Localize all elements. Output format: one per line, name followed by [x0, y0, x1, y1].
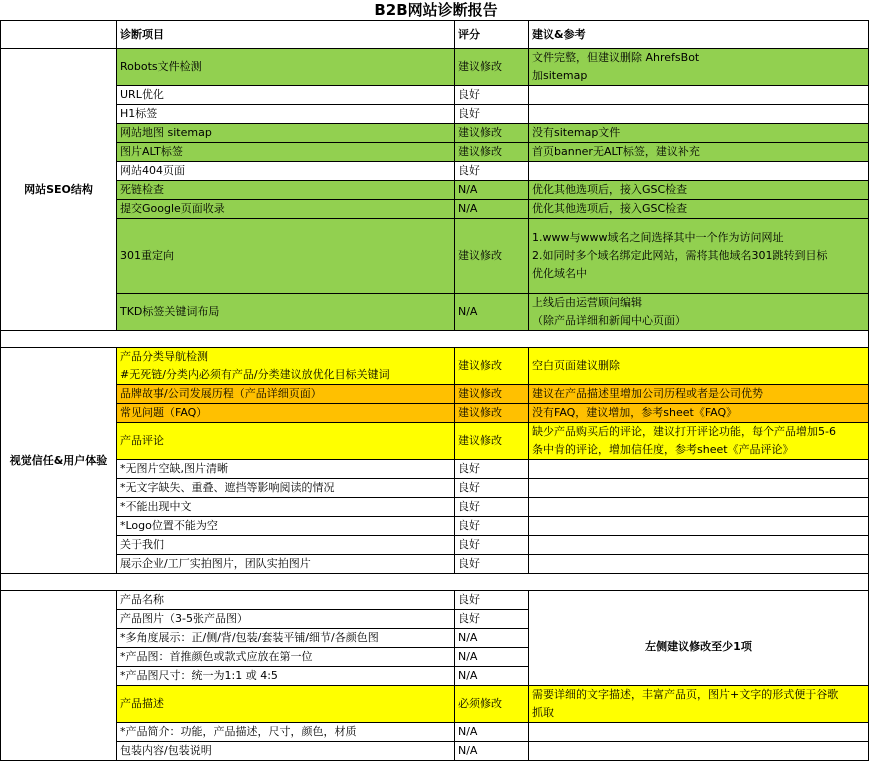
advice-cell [529, 742, 869, 761]
item-cell: 常见问题（FAQ） [117, 404, 455, 423]
diagnosis-table [0, 20, 869, 761]
score-cell: N/A [455, 667, 529, 686]
score-cell: 良好 [455, 105, 529, 124]
score-cell: 建议修改 [455, 423, 529, 460]
table-row [1, 294, 869, 331]
item-cell: TKD标签关键词布局 [117, 294, 455, 331]
score-cell: 建议修改 [455, 49, 529, 86]
score-cell: 良好 [455, 479, 529, 498]
advice-cell: 空白页面建议删除 [529, 348, 869, 385]
score-cell: 建议修改 [455, 385, 529, 404]
score-cell: 建议修改 [455, 143, 529, 162]
item-cell: 网站地图 sitemap [117, 124, 455, 143]
spacer-row [1, 574, 869, 591]
score-cell: 良好 [455, 460, 529, 479]
table-row [1, 498, 869, 517]
advice-cell: 优化其他选项后，接入GSC检查 [529, 200, 869, 219]
score-cell: N/A [455, 629, 529, 648]
item-cell: 图片ALT标签 [117, 143, 455, 162]
advice-cell: 没有FAQ，建议增加，参考sheet《FAQ》 [529, 404, 869, 423]
item-cell: 提交Google页面收录 [117, 200, 455, 219]
item-cell: 产品图片（3-5张产品图） [117, 610, 455, 629]
table-row [1, 385, 869, 404]
advice-cell: 优化其他选项后，接入GSC检查 [529, 181, 869, 200]
score-cell: 建议修改 [455, 124, 529, 143]
score-cell: N/A [455, 200, 529, 219]
table-row [1, 219, 869, 294]
advice-cell [529, 555, 869, 574]
item-cell: Robots文件检测 [117, 49, 455, 86]
score-cell: N/A [455, 294, 529, 331]
advice-cell [529, 86, 869, 105]
item-cell: URL优化 [117, 86, 455, 105]
advice-cell [529, 162, 869, 181]
score-cell: N/A [455, 742, 529, 761]
report-title: B2B网站诊断报告 [374, 1, 498, 19]
item-cell: *产品图：首推颜色或款式应放在第一位 [117, 648, 455, 667]
item-cell: 关于我们 [117, 536, 455, 555]
item-cell: 死链检查 [117, 181, 455, 200]
item-cell: *无图片空缺,图片清晰 [117, 460, 455, 479]
advice-cell: 建议在产品描述里增加公司历程或者是公司优势 [529, 385, 869, 404]
table-row [1, 555, 869, 574]
table-row [1, 49, 869, 86]
table-row [1, 404, 869, 423]
item-cell: 网站404页面 [117, 162, 455, 181]
advice-cell [529, 517, 869, 536]
table-row [1, 348, 869, 385]
advice-cell: 缺少产品购买后的评论，建议打开评论功能，每个产品增加5-6 条中肯的评论，增加信任度，参考sheet《产品评论》 [529, 423, 869, 460]
table-row [1, 162, 869, 181]
score-cell: 建议修改 [455, 219, 529, 294]
item-cell: 产品名称 [117, 591, 455, 610]
header-advice: 建议&参考 [529, 21, 869, 49]
table-row [1, 200, 869, 219]
section-label-trust: 视觉信任&用户体验 [1, 348, 117, 574]
score-cell: 良好 [455, 517, 529, 536]
score-cell: 必须修改 [455, 686, 529, 723]
advice-cell [529, 105, 869, 124]
table-row [1, 723, 869, 742]
advice-note: 左侧建议修改至少1项 [529, 610, 869, 686]
item-cell: 品牌故事/公司发展历程（产品详细页面） [117, 385, 455, 404]
table-row [1, 143, 869, 162]
score-cell: 良好 [455, 591, 529, 610]
item-cell: *无文字缺失、重叠、遮挡等影响阅读的情况 [117, 479, 455, 498]
table-row [1, 479, 869, 498]
item-cell: H1标签 [117, 105, 455, 124]
table-row [1, 742, 869, 761]
score-cell: N/A [455, 181, 529, 200]
item-cell: *产品简介：功能，产品描述，尺寸，颜色，材质 [117, 723, 455, 742]
header-item: 诊断项目 [117, 21, 455, 49]
score-cell: 建议修改 [455, 404, 529, 423]
table-row [1, 536, 869, 555]
advice-cell: 1.www与www域名之间选择其中一个作为访问网址 2.如同时多个域名绑定此网站，需将其他域名301跳转到目标 优化域名中 [529, 219, 869, 294]
advice-cell: 需要详细的文字描述，丰富产品页，图片+文字的形式便于谷歌 抓取 [529, 686, 869, 723]
spacer-cell [1, 574, 869, 591]
table-row [1, 460, 869, 479]
table-row [1, 124, 869, 143]
score-cell: 建议修改 [455, 348, 529, 385]
item-cell: *产品图尺寸：统一为1:1 或 4:5 [117, 667, 455, 686]
item-cell: *不能出现中文 [117, 498, 455, 517]
item-cell: 产品分类导航检测 #无死链/分类内必须有产品/分类建议放优化目标关键词 [117, 348, 455, 385]
header-score: 评分 [455, 21, 529, 49]
advice-cell: 文件完整，但建议删除 AhrefsBot 加sitemap [529, 49, 869, 86]
score-cell: 良好 [455, 86, 529, 105]
item-cell: 展示企业/工厂实拍图片，团队实拍图片 [117, 555, 455, 574]
score-cell: 良好 [455, 536, 529, 555]
advice-cell [529, 723, 869, 742]
item-cell: 包装内容/包装说明 [117, 742, 455, 761]
score-cell: 良好 [455, 498, 529, 517]
spacer-row [1, 331, 869, 348]
header-section-cell [1, 21, 117, 49]
header-row [1, 21, 869, 49]
section-label-seo: 网站SEO结构 [1, 49, 117, 331]
table-row [1, 86, 869, 105]
section-label-product [1, 591, 117, 761]
advice-cell [529, 536, 869, 555]
item-cell: 产品评论 [117, 423, 455, 460]
score-cell: N/A [455, 648, 529, 667]
score-cell: 良好 [455, 555, 529, 574]
advice-cell [529, 460, 869, 479]
item-cell: *多角度展示：正/侧/背/包装/套装平铺/细节/各颜色图 [117, 629, 455, 648]
table-row [1, 517, 869, 536]
advice-cell: 没有sitemap文件 [529, 124, 869, 143]
advice-cell [529, 591, 869, 610]
score-cell: 良好 [455, 610, 529, 629]
table-row [1, 591, 869, 610]
table-row [1, 423, 869, 460]
table-row [1, 105, 869, 124]
item-cell: 产品描述 [117, 686, 455, 723]
table-row [1, 181, 869, 200]
advice-cell: 首页banner无ALT标签，建议补充 [529, 143, 869, 162]
table-row [1, 686, 869, 723]
score-cell: 良好 [455, 162, 529, 181]
advice-cell [529, 498, 869, 517]
advice-cell [529, 479, 869, 498]
table-row [1, 610, 869, 629]
advice-cell: 上线后由运营顾问编辑 （除产品详细和新闻中心页面） [529, 294, 869, 331]
spacer-cell [1, 331, 869, 348]
item-cell: 301重定向 [117, 219, 455, 294]
item-cell: *Logo位置不能为空 [117, 517, 455, 536]
score-cell: N/A [455, 723, 529, 742]
